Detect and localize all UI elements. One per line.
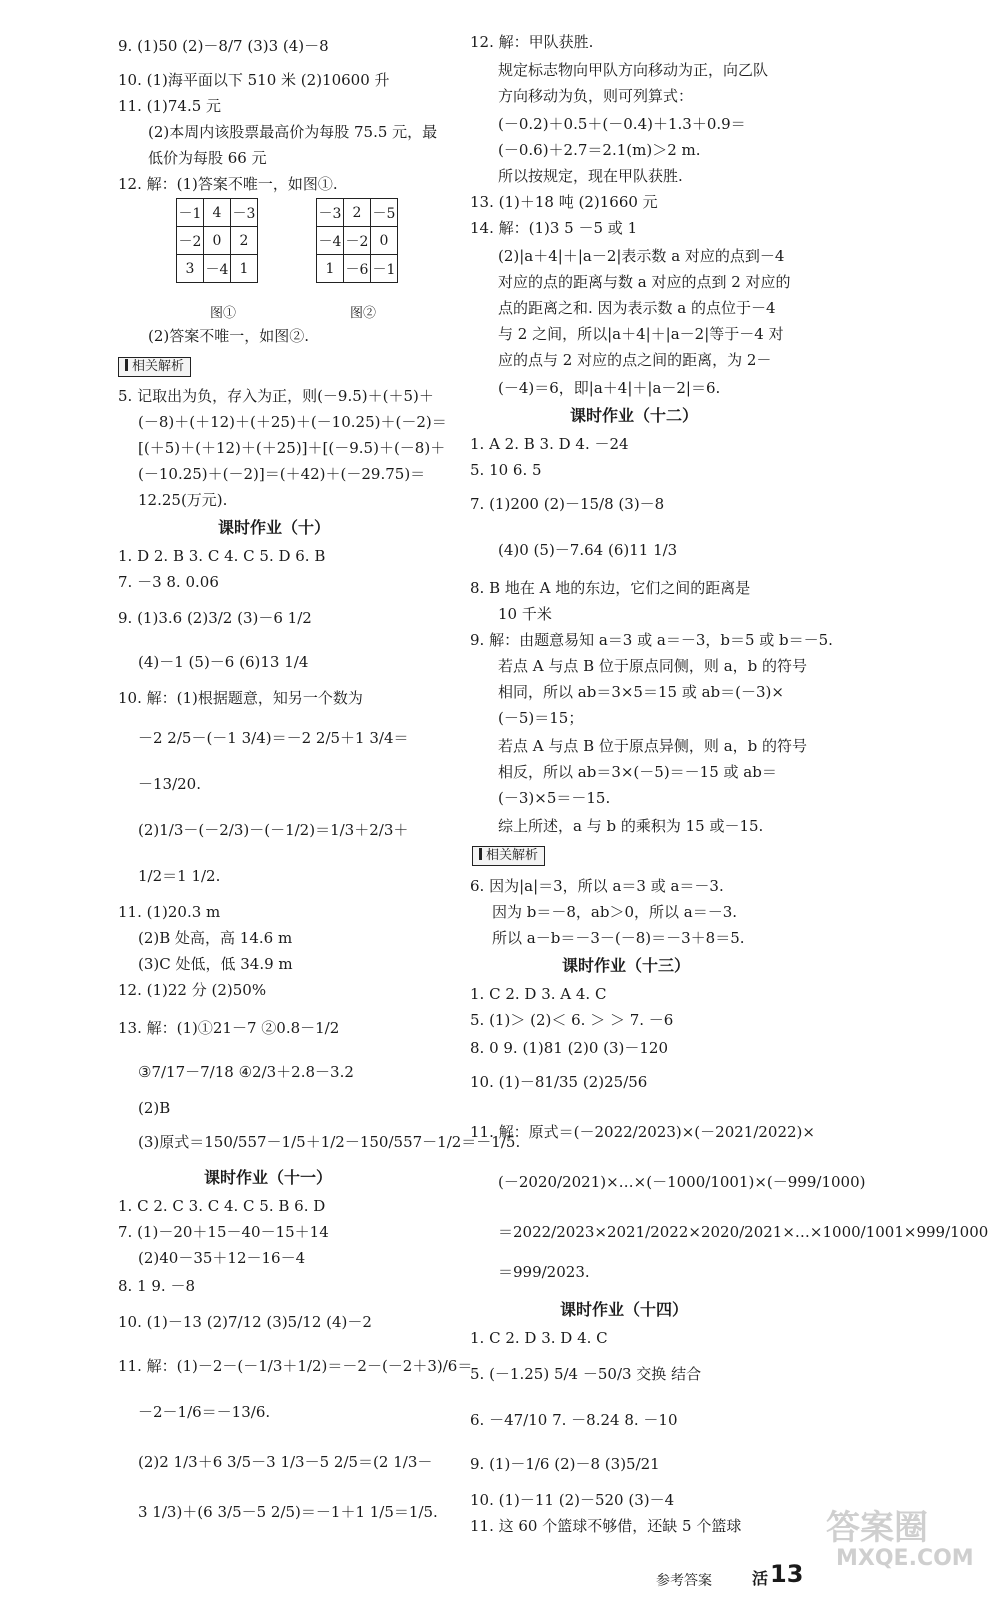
answer-line: 7. (1)200 (2)－15/8 (3)－8	[470, 495, 665, 513]
answer-line: 3 1/3)＋(6 3/5－5 2/5)＝－1＋1 1/5＝1/5.	[138, 1503, 438, 1521]
answer-line: ＝2022/2023×2021/2022×2020/2021×…×1000/1001×999/1000	[498, 1223, 989, 1241]
section-heading: 课时作业（十四）	[560, 1300, 689, 1319]
answer-line: 1. D 2. B 3. C 4. C 5. D 6. B	[118, 547, 326, 565]
figure-1-grid: －1 4 －3 －2 0 2 3 －4 1	[176, 198, 258, 283]
answer-line: 9. 解：由题意易知 a＝3 或 a＝－3，b＝5 或 b＝－5.	[470, 631, 833, 649]
answer-line: (－4)＝6，即|a＋4|＋|a－2|＝6.	[498, 379, 721, 397]
answer-line: －2－1/6＝－13/6.	[138, 1403, 271, 1421]
answer-line: －13/20.	[138, 775, 201, 793]
answer-line: (2)40－35＋12－16－4	[138, 1249, 306, 1267]
answer-line: 应的点与 2 对应的点之间的距离，为 2－	[498, 351, 772, 369]
answer-line: 8. 0 9. (1)81 (2)0 (3)－120	[470, 1039, 669, 1057]
answer-line: 所以 a－b＝－3－(－8)＝－3＋8＝5.	[492, 929, 745, 947]
figure-1-caption: 图①	[210, 306, 237, 321]
section-heading: 课时作业（十三）	[562, 956, 691, 975]
answer-line: 9. (1)3.6 (2)3/2 (3)－6 1/2	[118, 609, 312, 627]
answer-line: 12. 解：(1)答案不唯一，如图①.	[118, 175, 338, 193]
answer-line: (－8)＋(＋12)＋(＋25)＋(－10.25)＋(－2)＝	[138, 413, 447, 431]
answer-line: (2)答案不唯一，如图②.	[148, 327, 310, 345]
watermark-url: MXQE.COM	[836, 1546, 974, 1571]
answer-line: 点的距离之和. 因为表示数 a 的点位于－4	[498, 299, 776, 317]
watermark-logo: 答案圈	[826, 1508, 928, 1548]
answer-line: 14. 解：(1)3 5 －5 或 1	[470, 219, 638, 237]
figure-2-caption: 图②	[350, 306, 377, 321]
answer-line: ③7/17－7/18 ④2/3＋2.8－3.2	[138, 1063, 354, 1081]
answer-line: 1. C 2. C 3. C 4. C 5. B 6. D	[118, 1197, 326, 1215]
answer-line: 7. －3 8. 0.06	[118, 573, 219, 591]
answer-line: 相反，所以 ab＝3×(－5)＝－15 或 ab＝	[498, 763, 777, 781]
answer-line: (4)0 (5)－7.64 (6)11 1/3	[498, 541, 678, 559]
answer-line: 12. 解：甲队获胜.	[470, 33, 594, 51]
answer-line: 若点 A 与点 B 位于原点同侧，则 a，b 的符号	[498, 657, 808, 675]
answer-line: 12. (1)22 分 (2)50%	[118, 981, 267, 999]
answer-line: 相同，所以 ab＝3×5＝15 或 ab＝(－3)×	[498, 683, 784, 701]
answer-line: 8. 1 9. －8	[118, 1277, 196, 1295]
answer-line: 11. (1)74.5 元	[118, 97, 222, 115]
answer-line: 6. 因为|a|＝3，所以 a＝3 或 a＝－3.	[470, 877, 724, 895]
answer-line: (3)C 处低，低 34.9 m	[138, 955, 293, 973]
answer-line: 10. (1)海平面以下 510 米 (2)10600 升	[118, 71, 390, 89]
answer-line: 5. 10 6. 5	[470, 461, 542, 479]
answer-line: 1. C 2. D 3. A 4. C	[470, 985, 607, 1003]
answer-line: 所以按规定，现在甲队获胜.	[498, 167, 683, 185]
answer-line: 对应的点的距离与数 a 对应的点到 2 对应的	[498, 273, 791, 291]
section-heading: 课时作业（十一）	[204, 1168, 333, 1187]
answer-line: 10. 解：(1)根据题意，知另一个数为	[118, 689, 363, 707]
footer-label: 参考答案	[656, 1573, 712, 1589]
answer-line: 10 千米	[498, 605, 552, 623]
answer-line: (2)B	[138, 1099, 171, 1117]
answer-line: 9. (1)50 (2)－8/7 (3)3 (4)－8	[118, 37, 329, 55]
answer-line: 因为 b＝－8，ab＞0，所以 a＝－3.	[492, 903, 738, 921]
answer-line: 7. (1)－20＋15－40－15＋14	[118, 1223, 329, 1241]
answer-line: 12.25(万元).	[138, 491, 228, 509]
answer-line: －2 2/5－(－1 3/4)＝－2 2/5＋1 3/4＝	[138, 729, 409, 747]
answer-line: 11. 解：(1)－2－(－1/3＋1/2)＝－2－(－2＋3)/6＝	[118, 1357, 473, 1375]
answer-line: (－0.2)＋0.5＋(－0.4)＋1.3＋0.9＝	[498, 115, 746, 133]
answer-line: (2)B 处高，高 14.6 m	[138, 929, 293, 947]
answer-line: (－10.25)＋(－2)]＝(＋42)＋(－29.75)＝	[138, 465, 426, 483]
answer-line: (－0.6)＋2.7＝2.1(m)＞2 m.	[498, 141, 701, 159]
answer-line: 11. (1)20.3 m	[118, 903, 221, 921]
answer-line: 低价为每股 66 元	[148, 149, 267, 167]
answer-line: 8. B 地在 A 地的东边，它们之间的距离是	[470, 579, 751, 597]
section-heading: 课时作业（十）	[218, 518, 331, 537]
answer-line: (2)1/3－(－2/3)－(－1/2)＝1/3＋2/3＋	[138, 821, 409, 839]
related-analysis-tag: 相关解析	[472, 846, 545, 866]
answer-line: (2)本周内该股票最高价为每股 75.5 元，最	[148, 123, 438, 141]
answer-line: (－3)×5＝－15.	[498, 789, 611, 807]
answer-line: 10. (1)－81/35 (2)25/56	[470, 1073, 648, 1091]
answer-line: 13. 解：(1)①21－7 ②0.8－1/2	[118, 1019, 340, 1037]
answer-line: (4)－1 (5)－6 (6)13 1/4	[138, 653, 309, 671]
answer-line: 6. －47/10 7. －8.24 8. －10	[470, 1411, 678, 1429]
answer-line: 11. 解：原式＝(－2022/2023)×(－2021/2022)×	[470, 1123, 815, 1141]
answer-line: (3)原式＝150/557－1/5＋1/2－150/557－1/2＝－1/5.	[138, 1133, 521, 1151]
answer-line: 与 2 之间，所以|a＋4|＋|a－2|等于－4 对	[498, 325, 784, 343]
answer-line: [(＋5)＋(＋12)＋(＋25)]＋[(－9.5)＋(－8)＋	[138, 439, 446, 457]
section-heading: 课时作业（十二）	[570, 406, 699, 425]
related-analysis-tag: 相关解析	[118, 357, 191, 377]
answer-line: 9. (1)－1/6 (2)－8 (3)5/21	[470, 1455, 660, 1473]
answer-line: (－5)＝15；	[498, 709, 584, 727]
figure-2-grid: －3 2 －5 －4 －2 0 1 －6 －1	[316, 198, 398, 283]
answer-line: 10. (1)－13 (2)7/12 (3)5/12 (4)－2	[118, 1313, 372, 1331]
answer-line: 5. 记取出为负，存入为正，则(－9.5)＋(＋5)＋	[118, 387, 434, 405]
answer-line: 11. 这 60 个篮球不够借，还缺 5 个篮球	[470, 1517, 742, 1535]
answer-line: 规定标志物向甲队方向移动为正，向乙队	[498, 61, 769, 79]
answer-line: (2)2 1/3＋6 3/5－3 1/3－5 2/5＝(2 1/3－	[138, 1453, 433, 1471]
answer-line: 13. (1)＋18 吨 (2)1660 元	[470, 193, 658, 211]
answer-line: ＝999/2023.	[498, 1263, 590, 1281]
answer-line: 1. C 2. D 3. D 4. C	[470, 1329, 608, 1347]
answer-line: 1. A 2. B 3. D 4. －24	[470, 435, 629, 453]
page-number: 13	[770, 1560, 804, 1588]
answer-line: (－2020/2021)×…×(－1000/1001)×(－999/1000)	[498, 1173, 866, 1191]
answer-line: 若点 A 与点 B 位于原点异侧，则 a，b 的符号	[498, 737, 808, 755]
answer-line: (2)|a＋4|＋|a－2|表示数 a 对应的点到－4	[498, 247, 785, 265]
footer-brand: 活	[752, 1569, 769, 1588]
answer-line: 方向移动为负，则可列算式：	[498, 87, 694, 105]
answer-line: 1/2＝1 1/2.	[138, 867, 221, 885]
answer-line: 综上所述，a 与 b 的乘积为 15 或－15.	[498, 817, 764, 835]
answer-line: 5. (1)＞ (2)＜ 6. ＞ ＞ 7. －6	[470, 1011, 674, 1029]
answer-line: 5. (－1.25) 5/4 －50/3 交换 结合	[470, 1365, 702, 1383]
answer-line: 10. (1)－11 (2)－520 (3)－4	[470, 1491, 675, 1509]
